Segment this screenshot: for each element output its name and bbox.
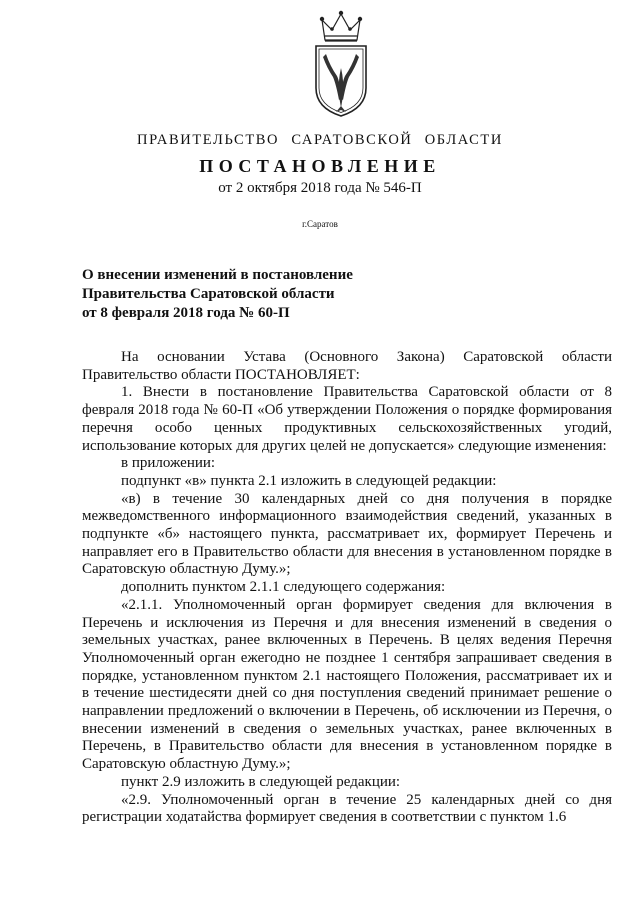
body-paragraph: пункт 2.9 изложить в следующей редакции:	[121, 773, 401, 790]
body-paragraph: «2.9. Уполномоченный орган в течение 25 календарных дней со дня регистрации ходатайства формирует сведения в соответствии с пунктом 1.6	[82, 791, 612, 826]
document-body	[82, 349, 612, 827]
body-paragraph: в приложении:	[121, 455, 216, 472]
body-paragraph: дополнить пунктом 2.1.1 следующего содержания:	[121, 579, 446, 596]
city-name: г.Саратов	[302, 219, 338, 229]
subject-line: О внесении изменений в постановление	[82, 267, 353, 283]
date-and-number: от 2 октября 2018 года № 546-П	[218, 180, 422, 196]
body-paragraph: «2.1.1. Уполномоченный орган формирует сведения для включения в Перечень и исключения из Перечня и для внесения изменений в сведения о земельных участках, ранее включенных в Перечень. В целях ведения Перечня Уполномоченный орган ежегодно не позднее 1 сентября запрашивает сведения в порядке, установленном пунктом 2.1 настоящего Положения, рассматривает их и в течение шестидесяти дней со дня поступления сведений принимает решение о направлении предложений о включении в Перечень, об исключении из Перечня, о внесении изменений в сведения о земельных участках, ранее включенных в Перечень, в Правительство области для внесения в установленном порядке в Саратовскую областную Думу.»;	[82, 596, 612, 773]
body-paragraph: 1. Внести в постановление Правительства Саратовской области от 8 февраля 2018 года № 60-П «Об утверждении Положения о порядке формирования перечня особо ценных продуктивных сельскохозяйственных угодий, использование которых для других целей не допускается» следующие изменения:	[82, 384, 612, 454]
government-name: ПРАВИТЕЛЬСТВО САРАТОВСКОЙ ОБЛАСТИ	[137, 132, 503, 148]
body-paragraph: «в) в течение 30 календарных дней со дня получения в порядке межведомственного информационного взаимодействия сведений, указанных в подпункте «б» настоящего пункта, рассматривает их, формирует Перечень и направляет его в Правительство области для внесения в установленном порядке в Саратовскую областную Думу.»;	[82, 490, 612, 578]
subject-line: Правительства Саратовской области	[82, 286, 335, 302]
document-type-title: ПОСТАНОВЛЕНИЕ	[199, 156, 441, 176]
subject-line: от 8 февраля 2018 года № 60-П	[82, 305, 290, 321]
body-paragraph: подпункт «в» пункта 2.1 изложить в следующей редакции:	[121, 472, 497, 489]
coat-of-arms-emblem	[310, 10, 372, 118]
body-paragraph: На основании Устава (Основного Закона) Саратовской области Правительство области ПОСТАНОВЛЯЕТ:	[82, 349, 612, 383]
document-subject	[82, 266, 353, 323]
